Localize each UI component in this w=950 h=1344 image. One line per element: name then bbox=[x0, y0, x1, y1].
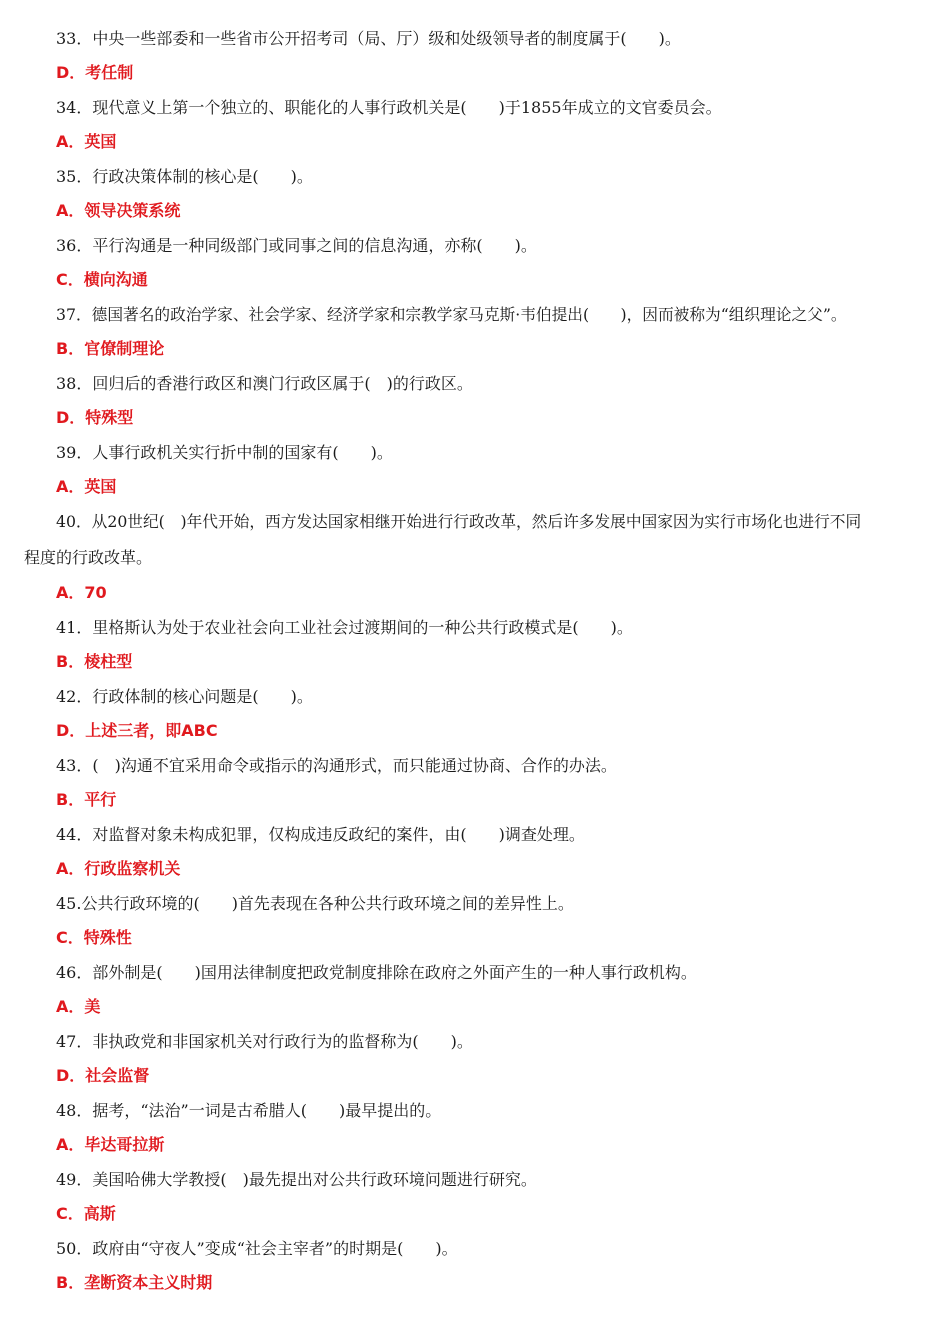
question-45: 45.公共行政环境的( )首先表现在各种公共行政环境之间的差异性上。 bbox=[56, 894, 574, 913]
answer-39: A．英国 bbox=[56, 477, 117, 496]
question-34: 34．现代意义上第一个独立的、职能化的人事行政机关是( )于1855年成立的文官委员会。 bbox=[56, 98, 722, 117]
question-36: 36．平行沟通是一种同级部门或同事之间的信息沟通，亦称( )。 bbox=[56, 236, 537, 255]
answer-37: B．官僚制理论 bbox=[56, 339, 165, 358]
question-40-continued: 程度的行政改革。 bbox=[24, 548, 153, 567]
question-39: 39．人事行政机关实行折中制的国家有( )。 bbox=[56, 443, 393, 462]
answer-35: A．领导决策系统 bbox=[56, 201, 181, 220]
question-33: 33．中央一些部委和一些省市公开招考司（局、厅）级和处级领导者的制度属于( )。 bbox=[56, 29, 681, 48]
answer-36: C．横向沟通 bbox=[56, 270, 148, 289]
question-47: 47．非执政党和非国家机关对行政行为的监督称为( )。 bbox=[56, 1032, 473, 1051]
answer-42: D．上述三者，即ABC bbox=[56, 721, 218, 740]
question-41: 41．里格斯认为处于农业社会向工业社会过渡期间的一种公共行政模式是( )。 bbox=[56, 618, 633, 637]
question-49: 49．美国哈佛大学教授( )最先提出对公共行政环境问题进行研究。 bbox=[56, 1170, 537, 1189]
answer-44: A．行政监察机关 bbox=[56, 859, 181, 878]
answer-40: A．70 bbox=[56, 583, 107, 602]
answer-50: B．垄断资本主义时期 bbox=[56, 1273, 213, 1292]
question-35: 35．行政决策体制的核心是( )。 bbox=[56, 167, 313, 186]
question-40: 40．从20世纪( )年代开始，西方发达国家相继开始进行行政改革，然后许多发展中国家因为实行市场化也进行不同 bbox=[56, 512, 862, 531]
answer-46: A．美 bbox=[56, 997, 101, 1016]
question-50: 50．政府由“守夜人”变成“社会主宰者”的时期是( )。 bbox=[56, 1239, 458, 1258]
answer-34: A．英国 bbox=[56, 132, 117, 151]
answer-47: D．社会监督 bbox=[56, 1066, 150, 1085]
answer-33: D．考任制 bbox=[56, 63, 134, 82]
question-38: 38．回归后的香港行政区和澳门行政区属于( )的行政区。 bbox=[56, 374, 473, 393]
answer-41: B．棱柱型 bbox=[56, 652, 133, 671]
question-43: 43．( )沟通不宜采用命令或指示的沟通形式，而只能通过协商、合作的办法。 bbox=[56, 756, 617, 775]
question-37: 37．德国著名的政治学家、社会学家、经济学家和宗教学家马克斯·韦伯提出( )，因而被称为“组织理论之父”。 bbox=[56, 305, 847, 324]
answer-48: A．毕达哥拉斯 bbox=[56, 1135, 165, 1154]
answer-43: B．平行 bbox=[56, 790, 117, 809]
question-46: 46．部外制是( )国用法律制度把政党制度排除在政府之外面产生的一种人事行政机构。 bbox=[56, 963, 697, 982]
question-44: 44．对监督对象未构成犯罪，仅构成违反政纪的案件，由( )调查处理。 bbox=[56, 825, 585, 844]
question-42: 42．行政体制的核心问题是( )。 bbox=[56, 687, 313, 706]
answer-49: C．高斯 bbox=[56, 1204, 116, 1223]
answer-45: C．特殊性 bbox=[56, 928, 132, 947]
answer-38: D．特殊型 bbox=[56, 408, 134, 427]
question-48: 48．据考，“法治”一词是古希腊人( )最早提出的。 bbox=[56, 1101, 442, 1120]
